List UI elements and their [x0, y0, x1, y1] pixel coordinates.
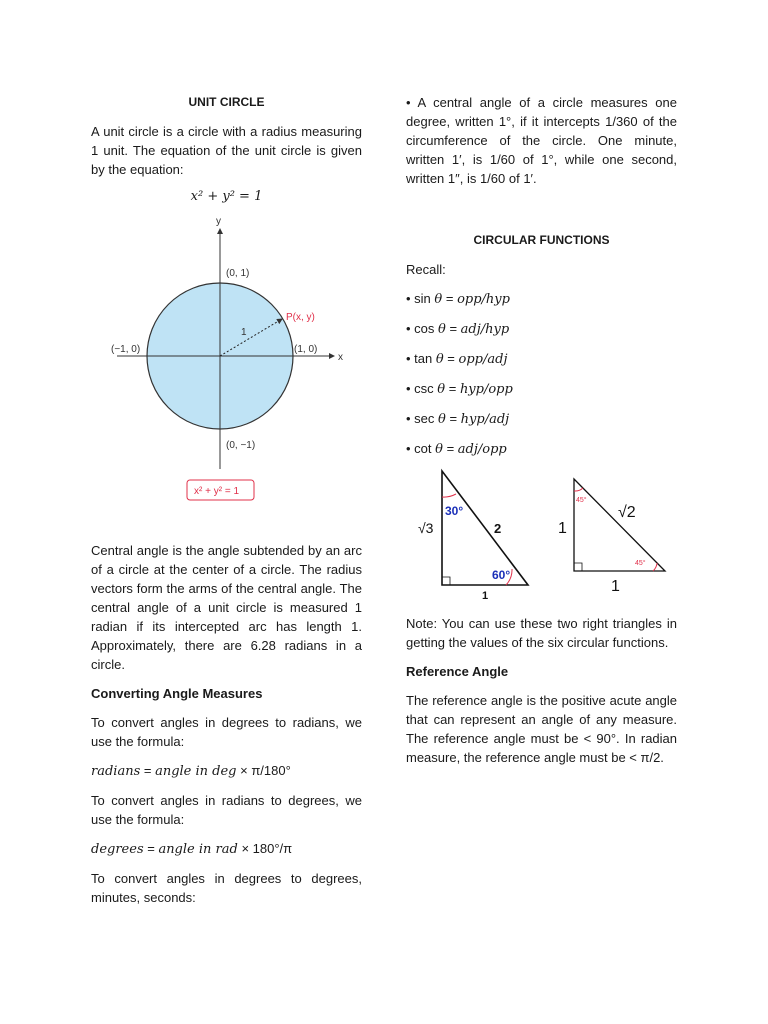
- formula-lhs: radians: [91, 764, 141, 779]
- right-column: [406, 93, 677, 767]
- right-point-label: (1, 0): [294, 344, 318, 355]
- function-name: • cot: [406, 441, 436, 456]
- triangle-1-top-angle: 30°: [445, 504, 464, 518]
- triangle-2-bottom-angle: 45°: [635, 560, 646, 567]
- theta-symbol: θ: [437, 382, 446, 397]
- reference-angle-text: The reference angle is the positive acute angle that can represent an angle of any measure. The reference angle must be < 90°. In radian measure, the reference angle must be < π/2.: [406, 693, 677, 765]
- function-formula: adj/opp: [457, 442, 507, 457]
- top-point-label: (0, 1): [226, 268, 250, 279]
- function-formula: adj/hyp: [460, 322, 510, 337]
- function-item: [406, 289, 677, 309]
- left-column: [91, 93, 362, 907]
- triangle-2-right-angle: [574, 563, 582, 571]
- formula-tail: × 180°/π: [237, 841, 293, 856]
- rad-to-deg-formula: degrees = angle in rad × 180°/π: [91, 841, 293, 857]
- formula-rhs: angle in rad: [158, 842, 238, 857]
- formula-rhs: angle in deg: [155, 764, 237, 779]
- equation-box-text: x² + y² = 1: [194, 486, 240, 497]
- y-axis-label: y: [216, 216, 221, 227]
- triangle-2-hypotenuse: √2: [618, 504, 636, 521]
- circular-functions-heading: CIRCULAR FUNCTIONS: [473, 233, 610, 247]
- central-degree-text: • A central angle of a circle measures one degree, written 1°, if it intercepts 1/360 of the circumference of the circle. One minute, written 1′, is 1/60 of 1°, while one second, written 1″, is 1/60 of 1′.: [406, 95, 677, 186]
- formula-lhs: degrees: [91, 842, 144, 857]
- function-item: [406, 379, 677, 399]
- x-axis-label: x: [338, 352, 343, 363]
- radius-label: 1: [241, 327, 247, 338]
- function-name: • sin: [406, 291, 435, 306]
- triangle-2-top-angle: 45°: [576, 497, 587, 504]
- equals-sign: =: [445, 381, 460, 396]
- theta-symbol: θ: [438, 322, 446, 337]
- converting-heading: Converting Angle Measures: [91, 686, 263, 701]
- function-formula: opp/hyp: [457, 292, 510, 307]
- triangle-45-45-90: [574, 479, 665, 571]
- function-formula: opp/adj: [458, 352, 508, 367]
- function-list: [406, 289, 677, 459]
- triangle-note: Note: You can use these two right triangles in getting the values of the six circular functions.: [406, 616, 677, 650]
- equals-sign: =: [445, 321, 461, 336]
- rad-to-deg-text: To convert angles in radians to degrees, we use the formula:: [91, 793, 362, 827]
- unit-circle-figure: [91, 214, 362, 504]
- unit-circle-intro: A unit circle is a circle with a radius measuring 1 unit. The equation of the unit circle is given by the equation:: [91, 124, 362, 177]
- theta-symbol: θ: [438, 412, 446, 427]
- equals-sign: =: [443, 351, 459, 366]
- unit-circle-title: UNIT CIRCLE: [188, 95, 265, 109]
- triangle-1-base: 1: [482, 590, 489, 602]
- deg-to-rad-text: To convert angles in degrees to radians, we use the formula:: [91, 715, 362, 749]
- formula-tail: × π/180°: [236, 763, 291, 778]
- left-point-label: (−1, 0): [111, 344, 141, 355]
- recall-label: Recall:: [406, 262, 446, 277]
- triangle-2-left-side: 1: [558, 520, 567, 537]
- triangle-1-hypotenuse: 2: [494, 521, 502, 536]
- triangle-2-base: 1: [611, 578, 620, 595]
- function-name: • csc: [406, 381, 438, 396]
- equals-sign: =: [442, 291, 458, 306]
- equals-sign: =: [442, 441, 458, 456]
- central-angle-text: Central angle is the angle subtended by an arc of a circle at the center of a circle. The radius vectors form the arms of the central angle. The central angle of a unit circle is measured 1 radian if its intercepted arc has length 1. Approximately, there are 6.28 radians in a circle.: [91, 543, 362, 672]
- function-name: • sec: [406, 411, 439, 426]
- function-name: • cos: [406, 321, 439, 336]
- triangle-1-right-angle: [442, 577, 450, 585]
- triangle-2-top-arc: [574, 488, 583, 491]
- equals-sign: =: [445, 411, 461, 426]
- bottom-point-label: (0, −1): [226, 440, 256, 451]
- theta-symbol: θ: [435, 442, 443, 457]
- triangle-1-bottom-angle: 60°: [492, 568, 511, 582]
- special-triangles-figure: [406, 467, 677, 602]
- triangle-1-left-side: √3: [418, 520, 434, 536]
- function-formula: hyp/opp: [459, 382, 513, 397]
- function-formula: hyp/adj: [460, 412, 510, 427]
- point-p-label: P(x, y): [286, 312, 315, 323]
- function-item: [406, 349, 677, 369]
- triangle-2-bottom-arc: [653, 563, 657, 571]
- function-name: • tan: [406, 351, 436, 366]
- reference-angle-heading: Reference Angle: [406, 664, 509, 679]
- function-item: [406, 319, 677, 339]
- unit-circle-equation: x² + y² = 1: [190, 189, 263, 204]
- function-item: [406, 439, 677, 459]
- deg-to-dms-text: To convert angles in degrees to degrees, minutes, seconds:: [91, 871, 362, 905]
- theta-symbol: θ: [435, 352, 444, 367]
- function-item: [406, 409, 677, 429]
- triangle-30-60-90: [442, 471, 528, 585]
- theta-symbol: θ: [434, 292, 443, 307]
- triangle-1-top-arc: [442, 494, 456, 497]
- deg-to-rad-formula: radians = angle in deg × π/180°: [91, 763, 291, 779]
